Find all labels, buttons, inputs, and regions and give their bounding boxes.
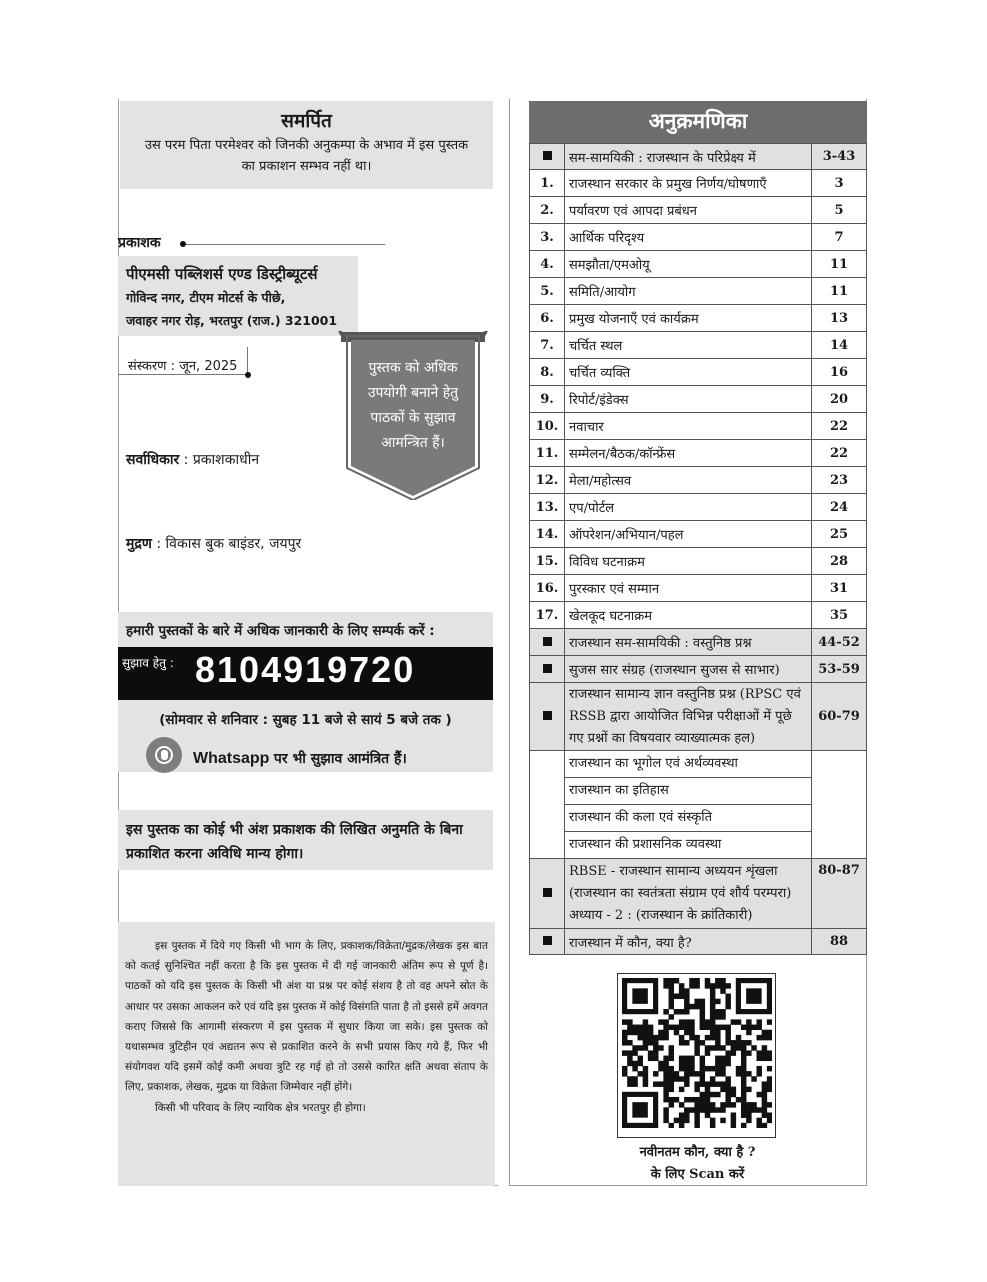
toc-section-5: [530, 859, 867, 929]
toc-row-number: 4.: [530, 251, 565, 278]
toc-row: [530, 467, 867, 494]
toc-row-label: खेलकूद घटनाक्रम: [565, 602, 812, 629]
toc-subitem: राजस्थान का भूगोल एवं अर्थव्यवस्था: [565, 751, 811, 778]
toc-row-label: विविध घटनाक्रम: [565, 548, 812, 575]
toc-row-number: 14.: [530, 521, 565, 548]
whatsapp-word: Whatsapp: [193, 750, 270, 767]
publisher-rule-dot: [180, 241, 186, 247]
toc-section-2-pages: 44-52: [812, 629, 867, 656]
printing: [126, 534, 301, 553]
toc-row: [530, 278, 867, 305]
toc-subitem: राजस्थान की कला एवं संस्कृति: [565, 805, 811, 832]
toc-row: [530, 521, 867, 548]
toc-row-page: 24: [812, 494, 867, 521]
toc-row: [530, 575, 867, 602]
toc-row-number: 1.: [530, 170, 565, 197]
printing-label: मुद्रण: [126, 536, 152, 552]
toc-subitems: [565, 751, 811, 858]
edition-rule-dot: [245, 372, 251, 378]
toc-row: [530, 170, 867, 197]
toc-row-number: 10.: [530, 413, 565, 440]
contact-label: सुझाव हेतु :: [122, 656, 174, 670]
square-bullet-icon: [543, 936, 552, 945]
dedication-box: [120, 101, 493, 189]
toc-row-number: 13.: [530, 494, 565, 521]
toc-title-bar: [529, 101, 867, 143]
toc-row-page: 23: [812, 467, 867, 494]
toc-section-4: [530, 683, 867, 751]
qr-caption: [595, 1142, 800, 1186]
toc-row-number: 2.: [530, 197, 565, 224]
toc-row-page: 22: [812, 413, 867, 440]
toc-section-4-label: राजस्थान सामान्य ज्ञान वस्तुनिष्ठ प्रश्न (RPSC एवं RSSB द्वारा आयोजित विभिन्न परीक्षाओं में पूछे गए प्रश्नों का विषयवार व्याख्यात्मक हल): [565, 683, 812, 751]
toc-section-1-label: सम-सामयिकी : राजस्थान के परिप्रेक्ष्य में: [565, 144, 812, 170]
toc-section-5-label: RBSE - राजस्थान सामान्य अध्ययन शृंखला (राजस्थान का स्वतंत्रता संग्राम एवं शौर्य परम्परा) अध्याय - 2 : (राजस्थान के क्रांतिकारी): [565, 859, 812, 929]
toc-row-page: 22: [812, 440, 867, 467]
toc-row-label: पर्यावरण एवं आपदा प्रबंधन: [565, 197, 812, 224]
publisher-label-text: प्रकाशक: [118, 235, 161, 251]
toc-row-number: 8.: [530, 359, 565, 386]
toc-row-page: 3: [812, 170, 867, 197]
toc-section-6-label: राजस्थान में कौन, क्या है?: [565, 929, 812, 955]
toc-row-label: ऑपरेशन/अभियान/पहल: [565, 521, 812, 548]
dedication-text: उस परम पिता परमेश्वर को जिनकी अनुकम्पा के अभाव में इस पुस्तक का प्रकाशन सम्भव नहीं था।: [144, 138, 469, 174]
toc-row: [530, 440, 867, 467]
toc-row-label: मेला/महोत्सव: [565, 467, 812, 494]
toc-section-5-pages: 80-87: [812, 859, 867, 929]
toc-row: [530, 602, 867, 629]
toc-title: अनुक्रमणिका: [648, 109, 748, 133]
dedication-title: समर्पित: [281, 110, 332, 132]
toc-row: [530, 548, 867, 575]
toc-section-4-pages: 60-79: [812, 683, 867, 751]
toc-row-page: 16: [812, 359, 867, 386]
toc-row-label: चर्चित व्यक्ति: [565, 359, 812, 386]
copyright-notice-text: इस पुस्तक का कोई भी अंश प्रकाशक की लिखित अनुमति के बिना प्रकाशित करना अविधि मान्य होगा।: [126, 822, 463, 862]
toc-row-label: चर्चित स्थल: [565, 332, 812, 359]
toc-row-number: 15.: [530, 548, 565, 575]
rights: [126, 450, 259, 469]
toc-row-number: 9.: [530, 386, 565, 413]
square-bullet-icon: [543, 151, 552, 160]
phone-number: 8104919720: [195, 649, 416, 690]
toc-row: [530, 359, 867, 386]
toc-table: [529, 143, 867, 955]
toc-row: [530, 413, 867, 440]
toc-row: [530, 494, 867, 521]
suggestion-badge-text: पुस्तक को अधिक उपयोगी बनाने हेतु पाठकों के सुझाव आमन्त्रित हैं।: [367, 360, 459, 451]
publisher-rule: [180, 244, 385, 245]
toc-row-number: 6.: [530, 305, 565, 332]
toc-row-number: 12.: [530, 467, 565, 494]
toc-row-page: 20: [812, 386, 867, 413]
toc-row-number: 17.: [530, 602, 565, 629]
contact-heading: हमारी पुस्तकों के बारे में अधिक जानकारी के लिए सम्पर्क करें :: [126, 623, 435, 639]
toc-section-3-label: सुजस सार संग्रह (राजस्थान सुजस से साभार): [565, 656, 812, 683]
publisher-box: [118, 256, 358, 336]
toc-row-number: 5.: [530, 278, 565, 305]
toc-section-3: [530, 656, 867, 683]
disclaimer-jurisdiction: किसी भी परिवाद के लिए न्यायिक क्षेत्र भरतपुर ही होगा।: [155, 1101, 366, 1114]
whatsapp-rest: पर भी सुझाव आमंत्रित हैं।: [273, 751, 407, 767]
toc-row-page: 13: [812, 305, 867, 332]
toc-section-6-pages: 88: [812, 929, 867, 955]
toc-row-page: 25: [812, 521, 867, 548]
toc-row-page: 28: [812, 548, 867, 575]
toc-row-page: 14: [812, 332, 867, 359]
toc-row-page: 7: [812, 224, 867, 251]
square-bullet-icon: [543, 711, 552, 720]
toc-row-label: समिति/आयोग: [565, 278, 812, 305]
qr-caption-line-2: के लिए Scan करें: [650, 1167, 745, 1182]
toc-row-number: 7.: [530, 332, 565, 359]
printing-value: : विकास बुक बाइंडर, जयपुर: [156, 536, 302, 552]
toc-section-1-pages: 3-43: [812, 144, 867, 170]
toc-row-label: राजस्थान सरकार के प्रमुख निर्णय/घोषणाएँ: [565, 170, 812, 197]
toc-row-label: रिपोर्ट/इंडेक्स: [565, 386, 812, 413]
toc-row: [530, 386, 867, 413]
toc-row-number: 3.: [530, 224, 565, 251]
rights-label: सर्वाधिकार: [126, 452, 180, 468]
toc-row-page: 35: [812, 602, 867, 629]
contact-hours: (सोमवार से शनिवार : सुबह 11 बजे से सायं 5 बजे तक ): [159, 712, 452, 728]
toc-row: [530, 251, 867, 278]
toc-row-page: 31: [812, 575, 867, 602]
toc-row: [530, 305, 867, 332]
disclaimer-text: इस पुस्तक में दिये गए किसी भी भाग के लिए, प्रकाशक/विक्रेता/मुद्रक/लेखक इस बात को कतई सुनिश्चित नहीं करता है कि इस पुस्तक में दी गई जानकारी अंतिम रूप से पूर्ण है। पाठकों को यदि इस पुस्तक के किसी भी अंश या प्रश्न पर कोई संशय है तो वह अपने स्रोत के आधार पर उसका आकलन करे एवं यदि इस पुस्तक में कोई विसंगति पाता है तो इससे हमें अवगत कराए जिससे कि आगामी संस्करण में इस पुस्तक में सुधार किया जा सके। इस पुस्तक को यथासम्भव त्रुटिहीन एवं अद्यतन रूप से प्रकाशित करने के सभी प्रयास किए गये हैं, फिर भी संयोगवश यदि इसमें कोई कमी अथवा त्रुटि रह गई हो तो उससे कारित क्षति अथवा संताप के लिए, प्रकाशक, लेखक, मुद्रक या विक्रेता जिम्मेवार नहीं होंगे।: [125, 940, 488, 1094]
rights-value: : प्रकाशकाधीन: [183, 452, 260, 468]
toc-section-1: [530, 144, 867, 170]
publisher-name: पीएमसी पब्लिशर्स एण्ड डिस्ट्रीब्यूटर्स: [126, 265, 318, 283]
toc-row-label: प्रमुख योजनाएँ एवं कार्यक्रम: [565, 305, 812, 332]
toc-row: [530, 332, 867, 359]
qr-code-icon: [622, 978, 772, 1128]
toc-row-label: एप/पोर्टल: [565, 494, 812, 521]
toc-section-2: [530, 629, 867, 656]
publisher-label: [118, 233, 161, 252]
square-bullet-icon: [543, 637, 552, 646]
toc-subitems-row: [530, 751, 867, 859]
toc-row: [530, 224, 867, 251]
toc-row-page: 11: [812, 251, 867, 278]
toc-row-number: 11.: [530, 440, 565, 467]
toc-section-6: [530, 929, 867, 955]
toc-row-label: आर्थिक परिदृश्य: [565, 224, 812, 251]
qr-caption-line-1: नवीनतम कौन, क्या है ?: [639, 1145, 756, 1160]
whatsapp-line: [193, 749, 407, 768]
toc-subitem: राजस्थान का इतिहास: [565, 778, 811, 805]
toc-subitem: राजस्थान की प्रशासनिक व्यवस्था: [569, 837, 722, 852]
toc-row-label: सम्मेलन/बैठक/कॉन्फ्रेंस: [565, 440, 812, 467]
disclaimer-box: [118, 922, 495, 1186]
edition-text: संस्करण : जून, 2025: [128, 359, 238, 374]
publisher-address-2: जवाहर नगर रोड़, भरतपुर (राज.) 321001: [126, 313, 338, 328]
toc-row-label: नवाचार: [565, 413, 812, 440]
toc-section-3-pages: 53-59: [812, 656, 867, 683]
whatsapp-icon: [146, 737, 182, 773]
toc-row-page: 11: [812, 278, 867, 305]
toc-row-label: पुरस्कार एवं सम्मान: [565, 575, 812, 602]
square-bullet-icon: [543, 664, 552, 673]
toc-row-page: 5: [812, 197, 867, 224]
copyright-notice: [118, 810, 493, 870]
toc-table-wrap: [529, 143, 867, 955]
publisher-address-1: गोविन्द नगर, टीएम मोटर्स के पीछे,: [126, 290, 286, 305]
toc-section-2-label: राजस्थान सम-सामयिकी : वस्तुनिष्ठ प्रश्न: [565, 629, 812, 656]
toc-row-number: 16.: [530, 575, 565, 602]
square-bullet-icon: [543, 888, 552, 897]
toc-row-label: समझौता/एमओयू: [565, 251, 812, 278]
toc-row: [530, 197, 867, 224]
edition-rule: [118, 347, 248, 375]
